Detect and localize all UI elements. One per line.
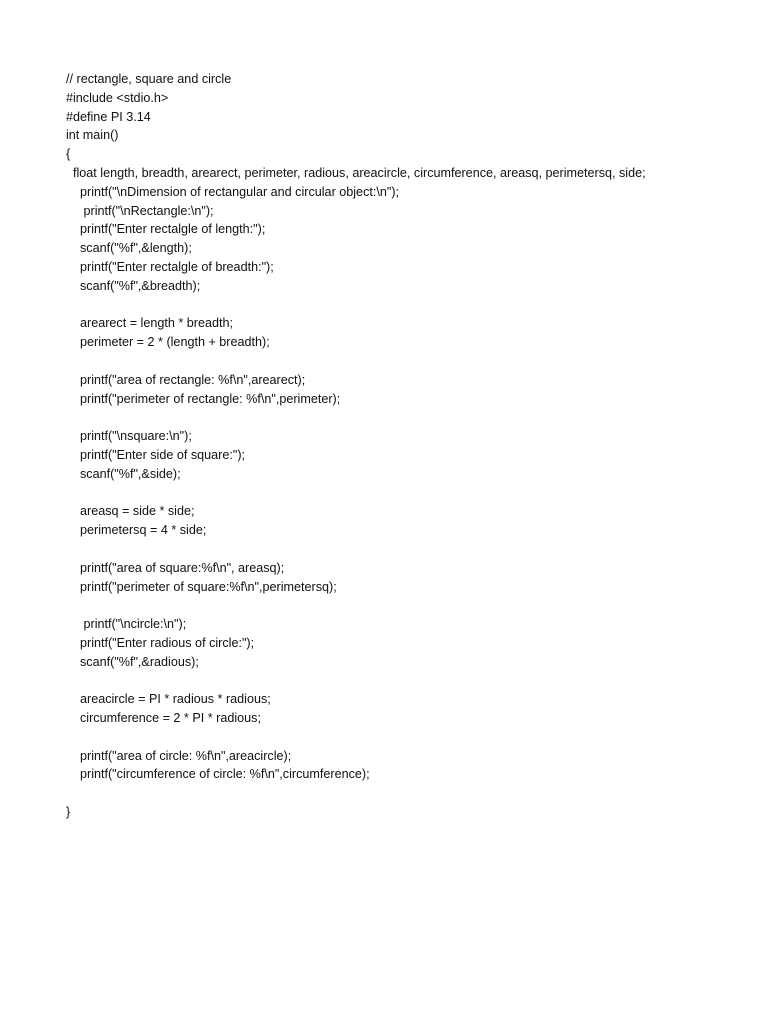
code-line: perimetersq = 4 * side;: [66, 523, 207, 538]
code-line: [66, 784, 746, 803]
code-line: areacircle = PI * radious * radious;: [66, 692, 271, 707]
code-line: printf("Enter radious of circle:");: [66, 635, 255, 650]
code-line: {: [66, 147, 71, 162]
code-line: [66, 672, 746, 691]
code-line: scanf("%f",&radious);: [66, 654, 199, 669]
code-line: #include <stdio.h>: [66, 90, 169, 105]
code-line: printf("area of circle: %f\n",areacircle);: [66, 748, 292, 763]
code-line: [66, 484, 746, 503]
code-line: printf("\ncircle:\n");: [66, 617, 187, 632]
code-line: #define PI 3.14: [66, 109, 151, 124]
code-line: printf("\nDimension of rectangular and circular object:\n");: [66, 184, 400, 199]
code-line: [66, 352, 746, 371]
code-line: circumference = 2 * PI * radious;: [66, 711, 261, 726]
code-line: printf("perimeter of square:%f\n",perimetersq);: [66, 579, 337, 594]
code-line: printf("Enter rectalgle of length:");: [66, 222, 266, 237]
code-line: areasq = side * side;: [66, 504, 195, 519]
code-line: printf("Enter rectalgle of breadth:");: [66, 259, 274, 274]
code-line: perimeter = 2 * (length + breadth);: [66, 335, 270, 350]
code-line: printf("\nRectangle:\n");: [66, 203, 214, 218]
code-line: printf("\nsquare:\n");: [66, 429, 192, 444]
code-line: printf("circumference of circle: %f\n",circumference);: [66, 767, 370, 782]
code-listing: [66, 70, 746, 822]
code-line: [66, 296, 746, 315]
code-line: float length, breadth, arearect, perimeter, radious, areacircle, circumference, areasq, perimetersq, side;: [66, 165, 646, 180]
code-line: [66, 408, 746, 427]
code-line: scanf("%f",&side);: [66, 466, 181, 481]
code-line: printf("area of rectangle: %f\n",arearect);: [66, 372, 306, 387]
code-line: [66, 540, 746, 559]
code-line: scanf("%f",&length);: [66, 241, 192, 256]
code-line: printf("area of square:%f\n", areasq);: [66, 560, 285, 575]
code-line: scanf("%f",&breadth);: [66, 278, 201, 293]
code-line: printf("perimeter of rectangle: %f\n",perimeter);: [66, 391, 341, 406]
code-line: [66, 596, 746, 615]
code-line: int main(): [66, 128, 119, 143]
code-line: }: [66, 805, 71, 820]
code-line: // rectangle, square and circle: [66, 72, 232, 86]
code-line: printf("Enter side of square:");: [66, 447, 246, 462]
code-line: arearect = length * breadth;: [66, 316, 233, 331]
code-line: [66, 728, 746, 747]
